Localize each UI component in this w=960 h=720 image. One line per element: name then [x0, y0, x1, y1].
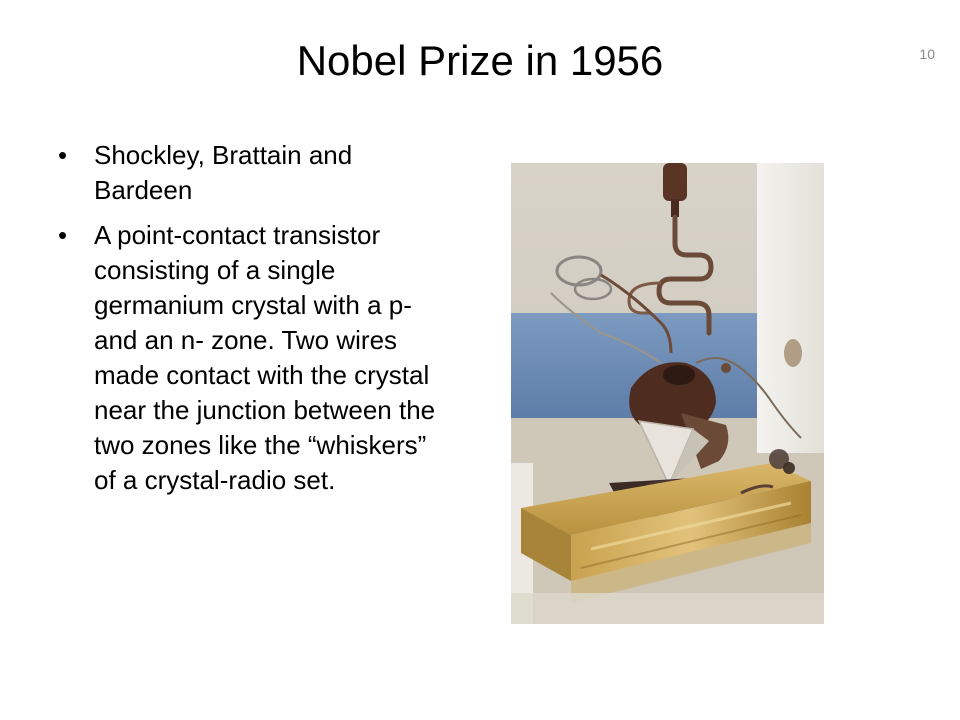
slide-title: Nobel Prize in 1956	[296, 37, 664, 84]
bullet-icon: •	[58, 220, 68, 250]
bullet-item	[52, 138, 452, 208]
bullet-text: A point-contact transistor consisting of a single germanium crystal with a p- and an n- zone. Two wires made contact with the crystal near the junction between the two zones like the “whiskers” of a crystal-radio set.	[94, 220, 436, 495]
bullet-text: Shockley, Brattain and Bardeen	[94, 140, 353, 205]
bullet-icon: •	[58, 140, 68, 170]
transistor-illustration	[511, 163, 824, 624]
bullet-list	[52, 138, 452, 508]
transistor-photo	[511, 163, 824, 624]
bullet-item	[52, 218, 452, 498]
slide-number: 10	[919, 46, 935, 62]
